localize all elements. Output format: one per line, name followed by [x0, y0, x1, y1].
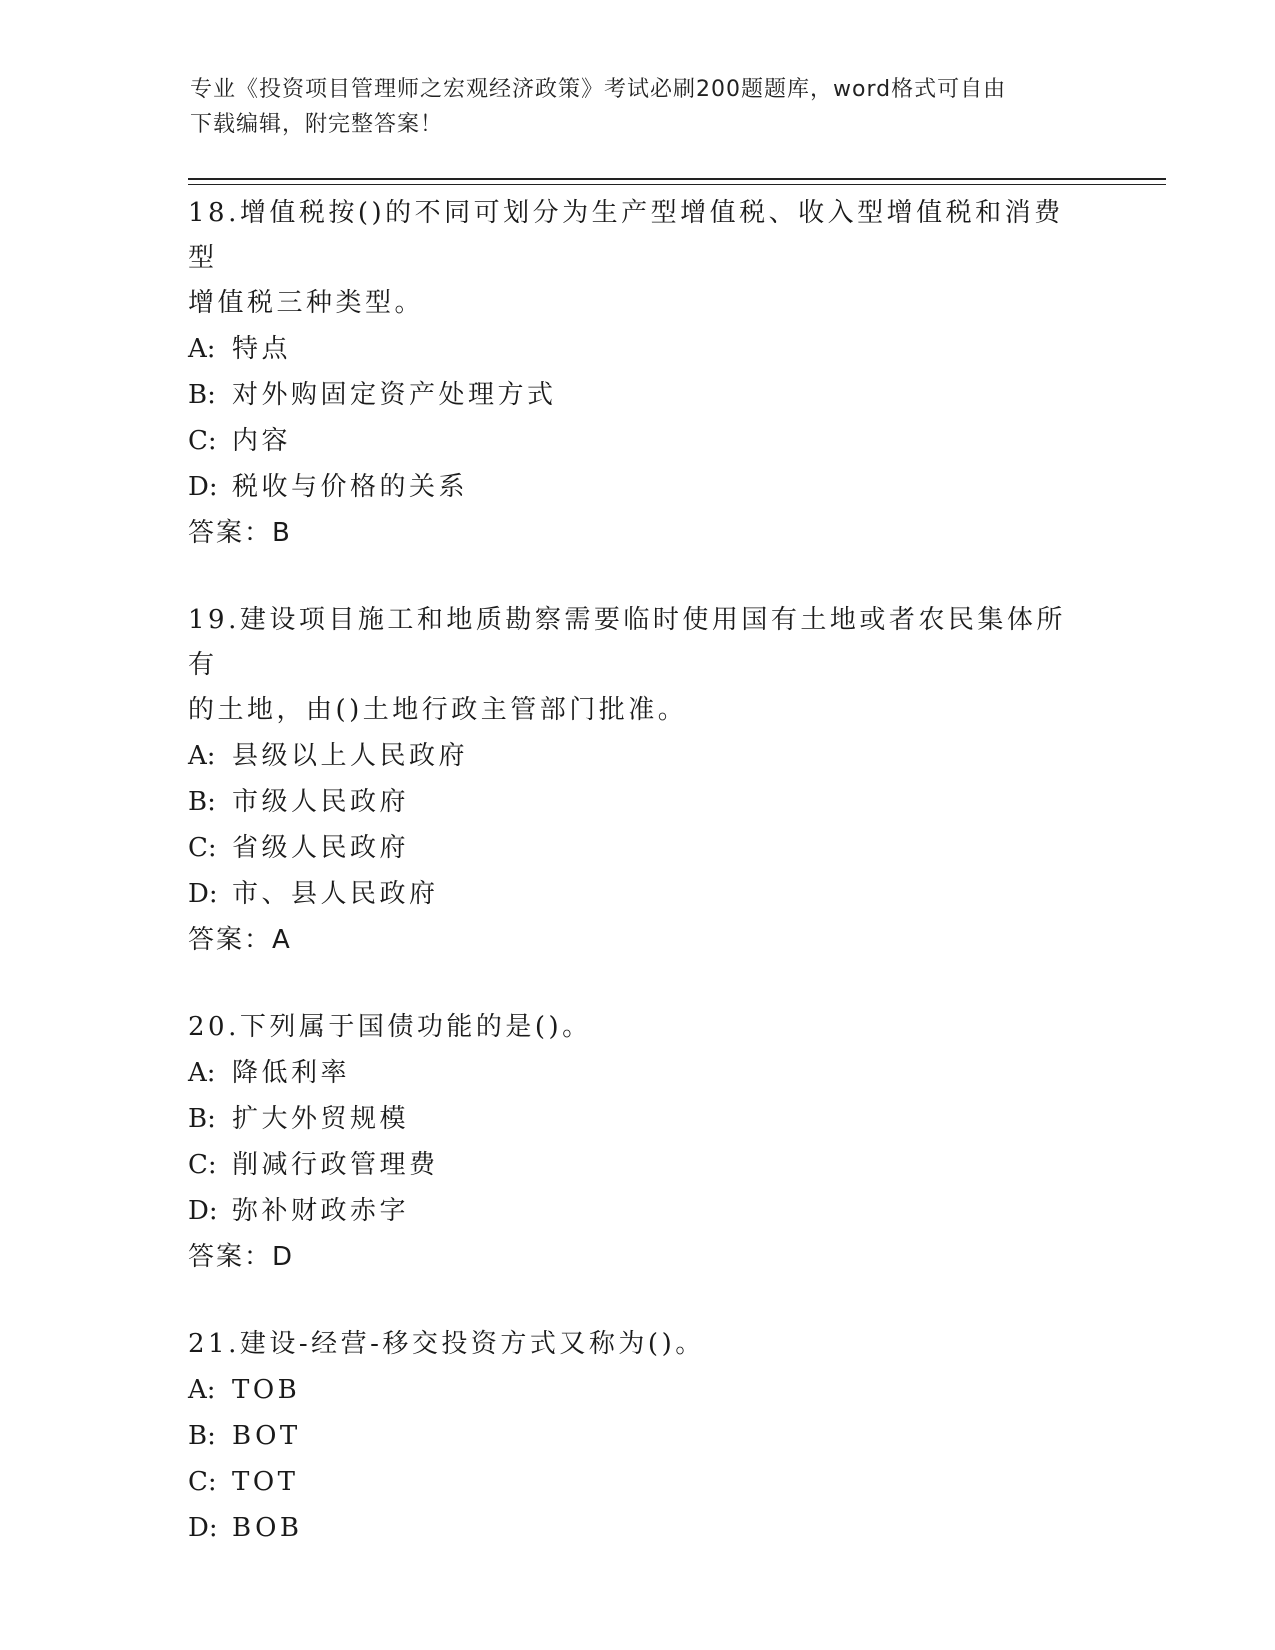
option-key: D: — [188, 1513, 218, 1543]
answer-line: 答案：D — [188, 1242, 295, 1272]
option-text: BOT — [232, 1421, 301, 1451]
option-c — [188, 418, 1088, 464]
option-c — [188, 1142, 1088, 1188]
document-header — [190, 72, 1090, 142]
option-d — [188, 464, 1088, 510]
option-text: 对外购固定资产处理方式 — [232, 380, 557, 410]
option-key: C: — [188, 833, 217, 863]
option-b — [188, 1413, 1088, 1459]
header-divider-thick — [188, 178, 1166, 180]
option-text: TOT — [232, 1467, 299, 1497]
header-line-2: 下载编辑，附完整答案！ — [190, 112, 444, 137]
question-stem-line: 的土地，由()土地行政主管部门批准。 — [188, 695, 688, 725]
question-stem-line: 19.建设项目施工和地质勘察需要临时使用国有土地或者农民集体所有 — [188, 605, 1066, 680]
question-stem-line: 18.增值税按()的不同可划分为生产型增值税、收入型增值税和消费型 — [188, 198, 1064, 273]
option-text: 削减行政管理费 — [232, 1150, 439, 1180]
option-key: A: — [188, 1375, 216, 1405]
question-19 — [188, 598, 1088, 963]
option-c — [188, 1459, 1088, 1505]
option-key: A: — [188, 1058, 216, 1088]
option-a — [188, 326, 1088, 372]
answer-line: 答案：B — [188, 518, 292, 548]
option-a — [188, 1367, 1088, 1413]
option-d — [188, 871, 1088, 917]
option-text: 税收与价格的关系 — [232, 472, 469, 502]
option-d — [188, 1188, 1088, 1234]
option-key: A: — [188, 334, 216, 364]
question-stem-line: 20.下列属于国债功能的是()。 — [188, 1012, 592, 1042]
option-text: BOB — [232, 1513, 303, 1543]
answer-line: 答案：A — [188, 925, 292, 955]
option-key: C: — [188, 1150, 217, 1180]
option-text: 市、县人民政府 — [232, 879, 439, 909]
option-text: 降低利率 — [232, 1058, 351, 1088]
header-line-1: 专业《投资项目管理师之宏观经济政策》考试必刷200题题库，word格式可自由 — [190, 77, 1007, 102]
question-stem-line: 增值税三种类型。 — [188, 288, 425, 318]
option-text: 省级人民政府 — [232, 833, 410, 863]
option-key: D: — [188, 472, 218, 502]
option-key: C: — [188, 1467, 217, 1497]
question-list — [188, 191, 1088, 1593]
option-text: 特点 — [232, 334, 292, 364]
option-b — [188, 1096, 1088, 1142]
option-text: 市级人民政府 — [232, 787, 410, 817]
option-b — [188, 779, 1088, 825]
option-text: 扩大外贸规模 — [232, 1104, 410, 1134]
option-text: 内容 — [232, 426, 292, 456]
option-key: B: — [188, 380, 216, 410]
option-key: B: — [188, 1421, 216, 1451]
header-divider-thin — [188, 184, 1166, 185]
option-key: A: — [188, 741, 216, 771]
option-key: C: — [188, 426, 217, 456]
option-a — [188, 733, 1088, 779]
question-18 — [188, 191, 1088, 556]
option-text: 弥补财政赤字 — [232, 1196, 410, 1226]
option-key: D: — [188, 879, 218, 909]
option-key: D: — [188, 1196, 218, 1226]
option-c — [188, 825, 1088, 871]
question-21 — [188, 1322, 1088, 1551]
option-a — [188, 1050, 1088, 1096]
option-key: B: — [188, 787, 216, 817]
option-text: 县级以上人民政府 — [232, 741, 469, 771]
option-d — [188, 1505, 1088, 1551]
option-b — [188, 372, 1088, 418]
option-key: B: — [188, 1104, 216, 1134]
question-20 — [188, 1005, 1088, 1280]
option-text: TOB — [232, 1375, 301, 1405]
question-stem-line: 21.建设-经营-移交投资方式又称为()。 — [188, 1329, 705, 1359]
